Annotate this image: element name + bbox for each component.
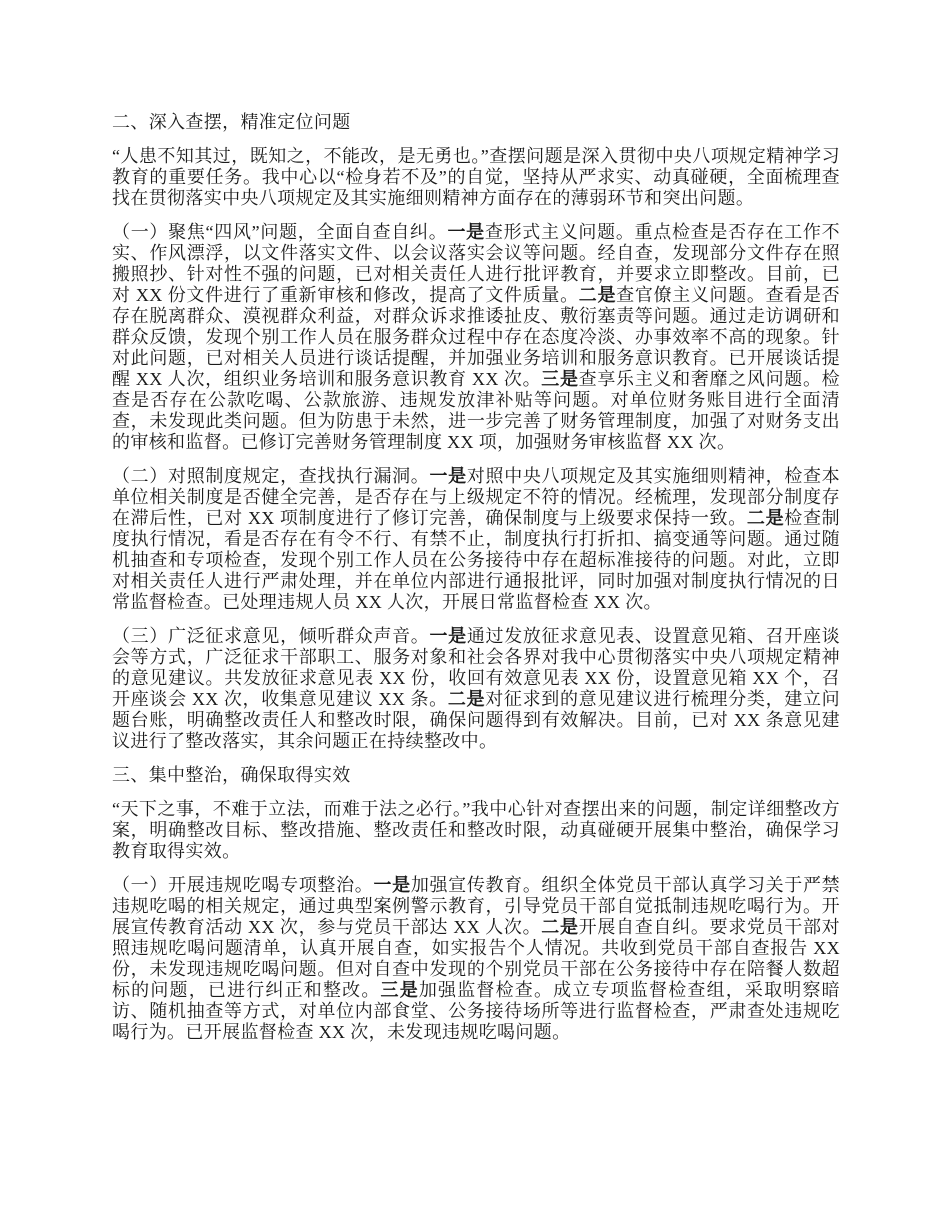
bold-text-run: 一是: [429, 626, 467, 646]
paragraph: [112, 626, 840, 752]
bold-text-run: 二是: [541, 917, 579, 937]
bold-text-run: 一是: [373, 875, 411, 895]
bold-text-run: 二是: [746, 508, 785, 528]
text-run: 加强监督检查。成立专项监督检查组，采取明察暗访、随机抽查等方式，对单位内部食堂、公务接待场所等进行监督检查，严肃查处违规吃喝行为。已开展监督检查 XX 次，未发现违规吃喝问题。: [112, 980, 840, 1042]
text-run: 加强宣传教育。组织全体党员干部认真学习关于严禁违规吃喝的相关规定，通过典型案例警示教育，引导党员干部自觉抵制违规吃喝行为。开展宣传教育活动 XX 次，参与党员干部达 XX 人次。: [112, 875, 840, 937]
bold-text-run: 一是: [429, 466, 467, 486]
text-run: 查享乐主义和奢靡之风问题。检查是否存在公款吃喝、公款旅游、违规发放津补贴等问题。对单位财务账目进行全面清查，未发现此类问题。但为防患于未然，进一步完善了财务管理制度，加强了对财务支出的审核和监督。已修订完善财务管理制度 XX 项，加强财务审核监督 XX 次。: [112, 369, 840, 452]
text-run: 查形式主义问题。重点检查是否存在工作不实、作风漂浮，以文件落实文件、以会议落实会议等问题。经自查，发现部分文件存在照搬照抄、针对性不强的问题，已对相关责任人进行批评教育，并要求立即整改。目前，已对 XX 份文件进行了重新审核和修改，提高了文件质量。: [112, 222, 840, 305]
bold-text-run: 二是: [578, 285, 617, 305]
text-run: “人患不知其过，既知之，不能改，是无勇也。”查摆问题是深入贯彻中央八项规定精神学习教育的重要任务。我中心以“检身若不及”的自觉，坚持从严求实、动真碰硬，全面梳理查找在贯彻落实中央八项规定及其实施细则精神方面存在的薄弱环节和突出问题。: [112, 146, 840, 208]
text-run: 检查制度执行情况，看是否存在有令不行、有禁不止，制度执行打折扣、搞变通等问题。通过随机抽查和专项检查，发现个别工作人员在公务接待中存在超标准接待的问题。对此，立即对相关责任人进行严肃处理，并在单位内部进行通报批评，同时加强对制度执行情况的日常监督检查。已处理违规人员 XX 人次，开展日常监督检查 XX 次。: [112, 508, 840, 612]
paragraph: [112, 466, 840, 613]
bold-text-run: 三是: [541, 369, 579, 389]
text-run: （三）广泛征求意见，倾听群众声音。: [112, 626, 430, 646]
text-run: 三、集中整治，确保取得实效: [112, 765, 351, 785]
text-run: 对照中央八项规定及其实施细则精神，检查本单位相关制度是否健全完善，是否存在与上级规定不符的情况。经梳理，发现部分制度存在滞后性，已对 XX 项制度进行了修订完善，确保制度与上级要求保持一致。: [112, 466, 841, 528]
paragraph: [112, 799, 840, 862]
text-run: （一）开展违规吃喝专项整治。: [112, 875, 374, 895]
bold-text-run: 一是: [447, 222, 485, 242]
text-run: “天下之事，不难于立法，而难于法之必行。”我中心针对查摆出来的问题，制定详细整改方案，明确整改目标、整改措施、整改责任和整改时限，动真碰硬开展集中整治，确保学习教育取得实效。: [112, 799, 840, 861]
bold-text-run: 三是: [380, 980, 419, 1000]
text-run: （二）对照制度规定，查找执行漏洞。: [112, 466, 430, 486]
section-heading: [112, 112, 840, 133]
section-heading: [112, 765, 840, 786]
paragraph: [112, 875, 840, 1043]
text-run: 二、深入查摆，精准定位问题: [112, 112, 351, 132]
text-run: 通过发放征求意见表、设置意见箱、召开座谈会等方式，广泛征求干部职工、服务对象和社会各界对我中心贯彻落实中央八项规定精神的意见建议。共发放征求意见表 XX 份，收回有效意见表 XX 份，设置意见箱 XX 个，召开座谈会 XX 次，收集意见建议 XX 条。: [112, 626, 841, 709]
text-run: 对征求到的意见建议进行梳理分类，建立问题台账，明确整改责任人和整改时限，确保问题得到有效解决。目前，已对 XX 条意见建议进行了整改落实，其余问题正在持续整改中。: [112, 689, 840, 751]
text-run: 开展自查自纠。要求党员干部对照违规吃喝问题清单，认真开展自查，如实报告个人情况。共收到党员干部自查报告 XX 份，未发现违规吃喝问题。但对自查中发现的个别党员干部在公务接待中存在陪餐人数超标的问题，已进行纠正和整改。: [112, 917, 840, 1000]
paragraph: [112, 146, 840, 209]
bold-text-run: 二是: [447, 689, 486, 709]
document-body: [112, 112, 840, 1043]
paragraph: [112, 222, 840, 453]
text-run: 查官僚主义问题。查看是否存在脱离群众、漠视群众利益，对群众诉求推诿扯皮、敷衍塞责等问题。通过走访调研和群众反馈，发现个别工作人员在服务群众过程中存在态度冷淡、办事效率不高的现象。针对此问题，已对相关人员进行谈话提醒，并加强业务培训和服务意识教育。已开展谈话提醒 XX 人次，组织业务培训和服务意识教育 XX 次。: [112, 285, 840, 389]
text-run: （一）聚焦“四风”问题，全面自查自纠。: [112, 222, 448, 242]
